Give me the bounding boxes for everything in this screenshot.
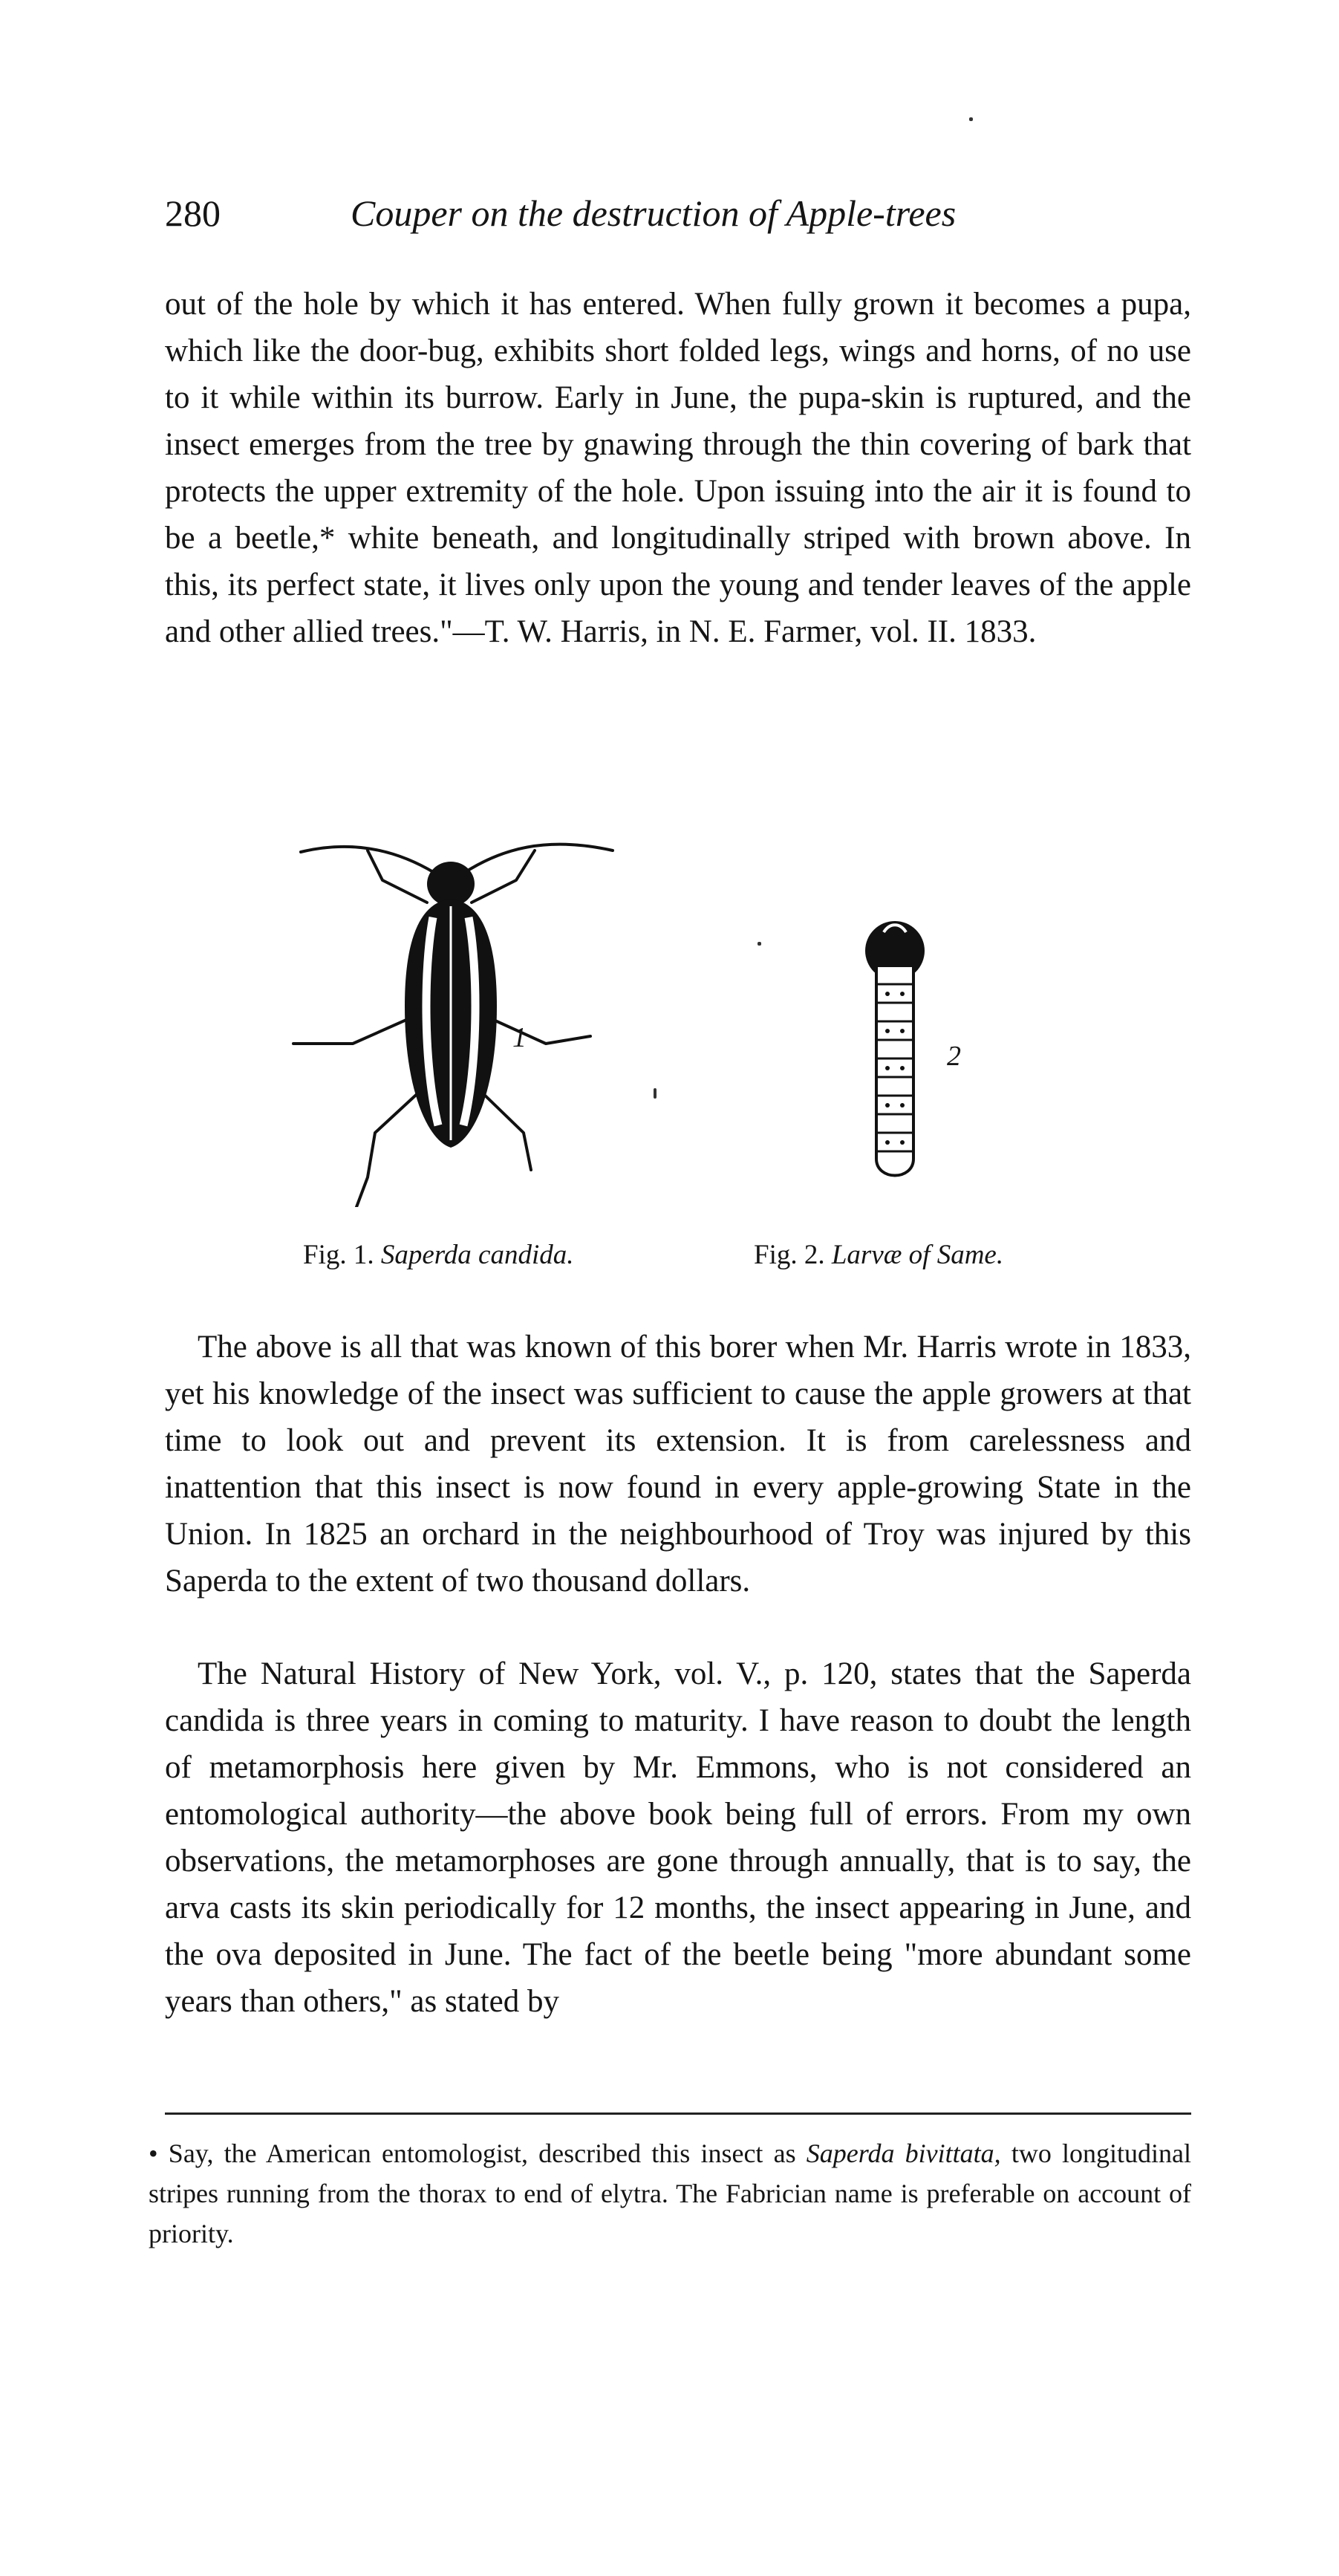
figure-1-number: 1 [512, 1022, 527, 1053]
figure-2-number: 2 [947, 1041, 961, 1072]
print-speck [758, 942, 761, 946]
page-number: 280 [165, 192, 221, 234]
figure-2-caption [754, 1239, 1003, 1271]
paragraph-2: The above is all that was known of this borer when Mr. Harris wrote in 1833, yet his knowledge of the insect was sufficient to cause the apple growers at that time to look out and prevent its extension. It is from carelessness and inattention that this insect is now found in every apple-growing State in the Union. In 1825 an orchard in the neighbourhood of Troy was injured by this Saperda to the extent of two thousand dollars. [165, 1330, 1191, 1598]
footnote-text-start: • Say, the American entomologist, described this insect as [149, 2138, 807, 2168]
footnote [149, 2133, 1191, 2254]
figure-2-caption-prefix: Fig. 2. [754, 1240, 825, 1270]
larva-illustration [854, 914, 936, 1196]
print-speck [654, 1088, 657, 1099]
page-header [165, 192, 1190, 244]
footnote-text-end: two longitudinal stripes running from the thorax to end of elytra. The Fabrician name is preferable on account of priority. [149, 2138, 1192, 2248]
paragraph-1: out of the hole by which it has entered. When fully grown it becomes a pupa, which like the door-bug, exhibits short folded legs, wings and horns, of no use to it while within its burrow. Early in June, the pupa-skin is ruptured, and the insect emerges from the tree by gnawing through the thin covering of bark that protects the upper extremity of the hole. Upon issuing into the air it is found to be a beetle,* white beneath, and longitudinally striped with brown above. In this, its perfect state, it lives only upon the young and tender leaves of the apple and other allied trees."—T. W. Harris, in N. E. Farmer, vol. II. 1833. [165, 287, 1191, 649]
paragraph-3: The Natural History of New York, vol. V., p. 120, states that the Saperda candida is three years in coming to maturity. I have reason to doubt the length of metamorphosis here given by Mr. Emmons, who is not considered an entomological authority—the above book being full of errors. From my own observations, the metamorphoses are gone through annually, that is to say, the arva casts its skin periodically for 12 months, the insect appearing in June, and the ova deposited in June. The fact of the beetle being "more abundant some years than others," as stated by [165, 1656, 1191, 2019]
footnote-species-name: Saperda bivittata, [806, 2138, 1001, 2168]
running-title: Couper on the destruction of Apple-trees [351, 192, 957, 234]
print-speck [969, 117, 973, 121]
figure-1-caption [303, 1239, 574, 1271]
figure-1-caption-name: Saperda candida. [380, 1240, 574, 1270]
figure-2-caption-name: Larvæ of Same. [831, 1240, 1004, 1270]
beetle-illustration [286, 821, 628, 1207]
footnote-rule [165, 2112, 1191, 2115]
figure-1-caption-prefix: Fig. 1. [303, 1240, 374, 1270]
